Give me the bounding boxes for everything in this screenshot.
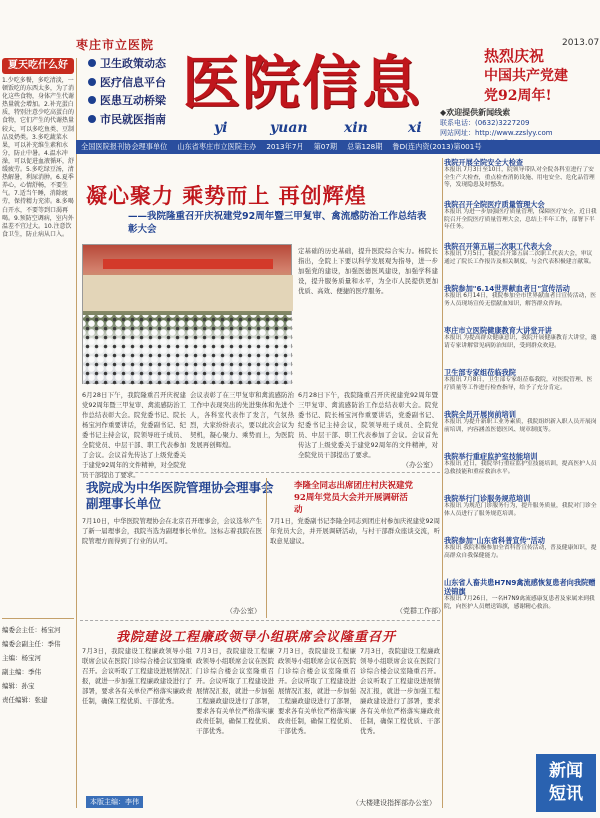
brief-item: 我院举行门诊服务规范培训 本报讯 为规范门诊服务行为，提升服务质量，我院对门诊全体人员进行了服务规范培训。 bbox=[444, 494, 597, 517]
article-source: （办公室） bbox=[226, 607, 261, 615]
brief-item: 我院召开第五届二次职工代表大会 本报讯 7月5日，我院召开第五届二次职工代表大会，审议通过了院长工作报告及相关制度，与会代表积极建言献策。 bbox=[444, 242, 595, 265]
section-nav bbox=[88, 54, 178, 128]
nav-item: 卫生政策动态 bbox=[88, 54, 178, 73]
nav-item: 市民就医指南 bbox=[88, 110, 178, 129]
editorial-line: 编辑：孙宝 bbox=[2, 682, 35, 690]
lead-source: （办公室） bbox=[402, 461, 437, 469]
celebration-headline bbox=[484, 46, 596, 106]
brief-item: 我院全员开展岗前培训 本报讯 为提升新职工业务素质，我院组织新入职人员开展岗前培训，内容涵盖医德医风、规章制度等。 bbox=[444, 410, 597, 433]
right-divider bbox=[442, 158, 443, 808]
pinyin: xi bbox=[408, 120, 422, 136]
lead-body-col1: 6月28日下午，我院隆重召开庆祝建党92周年暨三甲复审、禽流感防治工作总结表彰大会。院党委书记、院长杨宝河作重要讲话，党委副书记、纪委书记主持会议，院领导班子成员、全院党员、中层干部、职工代表参加了会议。会议首先传达了上级党委关于建党92周年的文件精神，对全院党员干部提出了要求。 bbox=[82, 391, 186, 479]
celebration-line: 党92周年! bbox=[484, 88, 552, 104]
column-divider bbox=[266, 478, 267, 618]
editorial-line: 主编：杨宝河 bbox=[2, 654, 41, 662]
contact-welcome: ◆欢迎提供新闻线索 bbox=[440, 108, 511, 117]
celebration-line: 热烈庆祝 bbox=[484, 47, 545, 65]
photo-banner bbox=[103, 259, 273, 269]
bullet-icon bbox=[88, 78, 96, 86]
editorial-line: 编委会主任：杨宝河 bbox=[2, 626, 61, 634]
brief-item: 我院参加"6.14世界献血者日"宣传活动 本报讯 6月14日，我院参加全市世界献血者日宣传活动，医务人员现场宣传无偿献血知识，解答群众咨询。 bbox=[444, 284, 597, 307]
nav-item: 医疗信息平台 bbox=[88, 73, 178, 92]
lead-body-col4: 6月28日下午，我院隆重召开庆祝建党92周年暨三甲复审、禽流感防治工作总结表彰大会。院党委书记、院长杨宝河作重要讲话，党委副书记、纪委书记主持会议，院领导班子成员、全院党员、中层干部、职工代表参加了会议。会议首先传达了上级党委关于建党92周年的文件精神，对全院党员干部提出了要求。 bbox=[298, 391, 438, 459]
article-headline: 我院成为中华医院管理协会理事会副理事长单位 bbox=[86, 480, 274, 511]
divider bbox=[80, 472, 440, 473]
brief-item: 枣庄市立医院健康教育大讲堂开讲 本报讯 为提高群众健康意识，我院开展健康教育大讲堂，邀请专家讲解常见病防治知识，受到群众欢迎。 bbox=[444, 326, 597, 349]
nav-item: 医患互动桥梁 bbox=[88, 91, 178, 110]
pinyin: xin bbox=[344, 120, 368, 136]
article-body: 7月10日，中华医院管理协会在北京召开理事会，会议选举产生了新一届理事会，我院当选为副理事长单位。这标志着我院在医院管理方面得到了行业的认可。 bbox=[82, 517, 262, 545]
bottom-body-col4: 7月3日，我院建设工程廉政领导小组联席会议在医院门诊综合楼会议室隆重召开。会议听取了工程建设进展情况汇报，就进一步加强工程廉政建设进行了部署，要求各有关单位严格落实廉政责任制，确保工程优质、干部优秀。 bbox=[360, 647, 440, 735]
celebration-line: 中国共产党建 bbox=[484, 68, 568, 84]
brief-item: 山东省人畜共患H7N9禽流感恢复患者向我院赠送锦旗 本报讯 7月26日，一名H7N9禽流感康复患者及家属来到我院，向医护人员赠送锦旗，感谢精心救治。 bbox=[444, 578, 596, 610]
brief-item: 卫生部专家组莅临我院 本报讯 7月8日，卫生部专家组莅临我院，对医院管理、医疗质量等工作进行检查指导，给予了充分肯定。 bbox=[444, 368, 593, 391]
brief-item: 我院开展全院安全大检查 本报讯 7月3日至10日，院领导带队对全院各科室进行了安全生产大检查，重点检查消防设施、用电安全、危化品管理等，发现隐患及时整改。 bbox=[444, 158, 595, 189]
bottom-headline: 我院建设工程廉政领导小组联席会议隆重召开 bbox=[116, 630, 397, 645]
divider bbox=[80, 620, 440, 621]
brief-item: 我院召开全院医疗质量管理大会 本报讯 为进一步加强医疗质量管理，保障医疗安全，近日我院召开全院医疗质量管理大会，总结上半年工作，部署下半年任务。 bbox=[444, 200, 597, 231]
brief-item: 我院参加"山东省科普宣传"活动 本报讯 我院积极参加全省科普宣传活动，普及健康知识，提高群众自我保健能力。 bbox=[444, 536, 597, 559]
bullet-icon bbox=[88, 59, 96, 67]
contact-phone: 联系电话：(0632)3227209 bbox=[440, 119, 530, 127]
pinyin: yuan bbox=[270, 120, 308, 136]
page-editor-tag: 本版主编：李伟 bbox=[86, 796, 143, 808]
brief-item: 我院举行重症监护室技能培训 本报讯 近日，我院举行重症监护室技能培训，提高医护人员急救技能和重症救治水平。 bbox=[444, 452, 597, 475]
right-column bbox=[444, 158, 598, 758]
left-column bbox=[2, 58, 74, 818]
lead-body-col3: 定基础的历史基础，提升医院综合实力。杨院长指出，全院上下要以科学发展观为指导，进一步加强党的建设，加强医德医风建设，加强学科建设，提升服务质量和水平，为全市人民提供更加优质、高效、便捷的医疗服务。 bbox=[298, 247, 438, 295]
editorial-board bbox=[2, 618, 74, 707]
editorial-line: 编委会副主任：季伟 bbox=[2, 640, 61, 648]
bottom-body-col2: 7月3日，我院建设工程廉政领导小组联席会议在医院门诊综合楼会议室隆重召开。会议听取了工程建设进展情况汇报，就进一步加强工程廉政建设进行了部署，要求各有关单位严格落实廉政责任制，确保工程优质、干部优秀。 bbox=[196, 647, 274, 735]
contact-web[interactable]: 网站网址：http://www.zzslyy.com bbox=[440, 129, 553, 137]
hospital-name: 枣庄市立医院 bbox=[76, 38, 155, 52]
bottom-source: （大楼建设指挥部办公室） bbox=[352, 799, 436, 807]
left-column-body: 1.少吃多餐，多吃清淡，一顿饭吃的东西太多，为了消化这些食物，身体产生代谢热量就会增加。2.补充蛋白质，特别注意少吃高蛋白的食物，它们产生的代谢热量较大，可以多吃鱼类、豆制品及奶类。3.多吃蔬菜水果，可以补充维生素和水分，防止中暑。4.温水冲澡，可以促进血液循环，舒缓疲劳。5.多吃绿豆汤，清热解暑，利尿消肿。6.夏季养心，心情舒畅，不要生气。7.适当午睡，消除疲劳，保持精力充沛。8.多喝白开水，不要等到口渴再喝。9.预防空调病，室内外温差不宜过大。10.注意饮食卫生，防止病从口入。 bbox=[2, 77, 75, 238]
pinyin: yi bbox=[214, 120, 228, 136]
article-source: （党群工作部） bbox=[396, 607, 445, 615]
bottom-body-col3: 7月3日，我院建设工程廉政领导小组联席会议在医院门诊综合楼会议室隆重召开。会议听取了工程建设进展情况汇报，就进一步加强工程廉政建设进行了部署，要求各有关单位严格落实廉政责任制，确保工程优质、干部优秀。 bbox=[278, 647, 356, 735]
lead-body-col2: 会议表彰了在三甲复审和禽流感防治工作中表现突出的先进集体和先进个人，各科室代表作了发言，气氛热烈，大家纷纷表示，要以此次会议为契机，凝心聚力、乘势而上，为医院发展再创辉煌。 bbox=[190, 391, 294, 449]
news-brief-badge: 新闻 短讯 bbox=[536, 754, 596, 812]
bottom-body-col1: 7月3日，我院建设工程廉政领导小组联席会议在医院门诊综合楼会议室隆重召开。会议听取了工程建设进展情况汇报，就进一步加强工程廉政建设进行了部署，要求各有关单位严格落实廉政责任制，确保工程优质、干部优秀。 bbox=[82, 647, 192, 705]
editorial-line: 责任编辑：张建 bbox=[2, 696, 48, 704]
lead-subtitle: ——我院隆重召开庆祝建党92周年暨三甲复审、禽流感防治工作总结表彰大会 bbox=[128, 211, 427, 235]
article-body: 7月1日，党委副书记李隆全同志到团庄村参加庆祝建党92周年党员大会，并开展调研活动，与村干部群众座谈交流，听取意见建议。 bbox=[270, 517, 440, 545]
lead-headline: 凝心聚力 乘势而上 再创辉煌 bbox=[86, 183, 367, 208]
left-column-heading: 夏天吃什么好 bbox=[2, 58, 74, 74]
meeting-photo bbox=[82, 244, 292, 384]
bullet-icon bbox=[88, 115, 96, 123]
photo-stage bbox=[83, 275, 293, 311]
masthead-title: 医院信息 bbox=[182, 49, 423, 117]
photo-audience bbox=[83, 315, 293, 385]
article-headline: 李隆全同志出席团庄村庆祝建党92周年党员大会并开展调研活动 bbox=[294, 481, 414, 515]
left-divider bbox=[76, 58, 77, 808]
bullet-icon bbox=[88, 96, 96, 104]
editorial-line: 副主编：季伟 bbox=[2, 668, 41, 676]
issue-date: 2013.07 bbox=[562, 38, 600, 48]
issue-info-bar: 全国医院报刊协会理事单位 山东省枣庄市立医院主办 2013年7月 第07期 总第128期 鲁D(连内资(2013)第001号 bbox=[76, 140, 600, 154]
